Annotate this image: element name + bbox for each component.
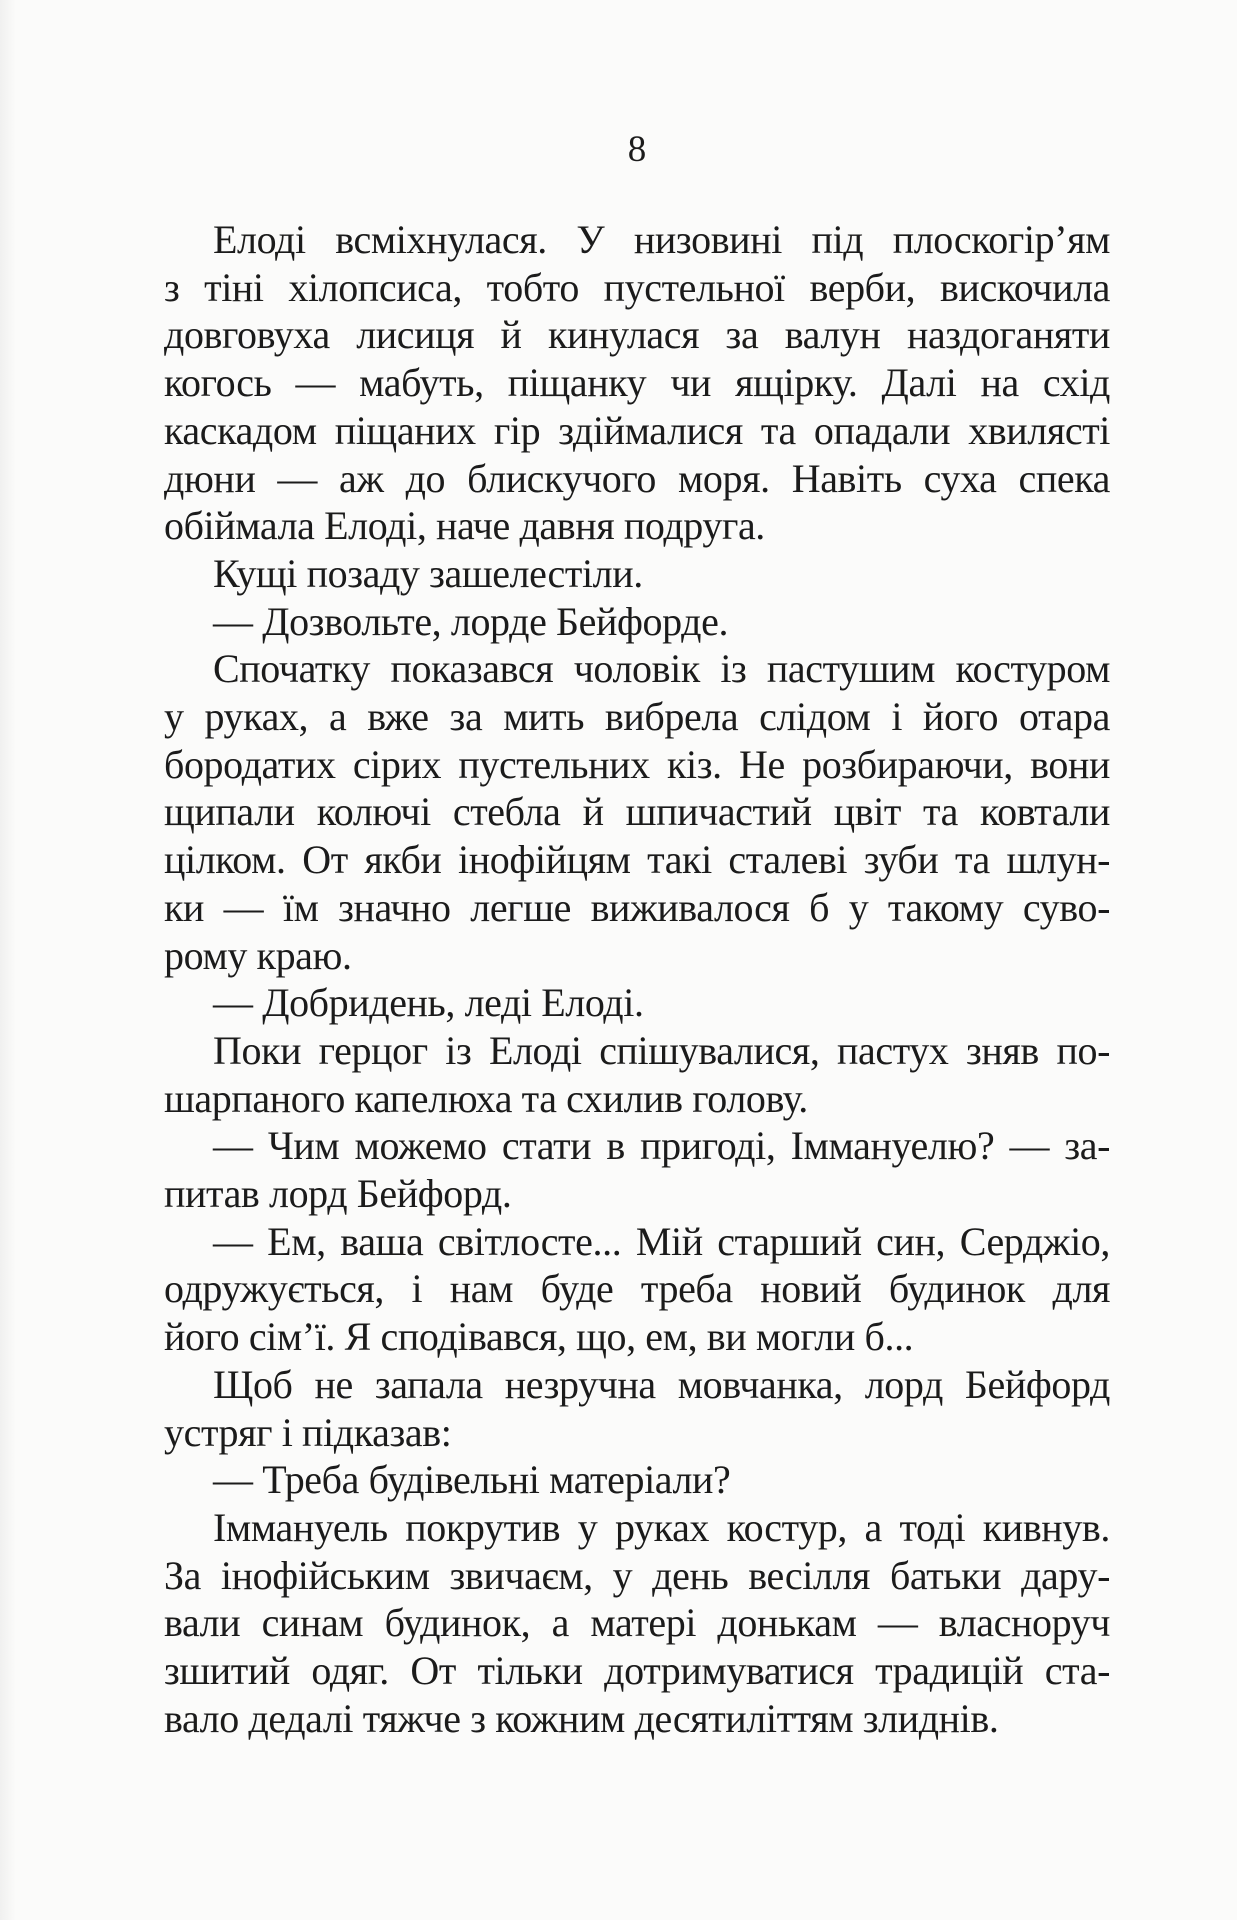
text-line: обіймала Елоді, наче давня подруга. (164, 503, 765, 549)
paragraph (164, 979, 1110, 1027)
paragraph (164, 1361, 1110, 1456)
text-line: Щоб не запала незручна мовчанка, лорд Бейфорд (213, 1361, 1110, 1407)
text-line: зшитий одяг. От тільки дотримуватися традицій ста- (164, 1648, 1110, 1694)
text-line: Поки герцог із Елоді спішувалися, пастух зняв по- (213, 1027, 1110, 1073)
paragraph (164, 216, 1110, 550)
text-line: каскадом піщаних гір здіймалися та опадали хвилясті (164, 407, 1110, 453)
text-line: ки — їм значно легше виживалося б у такому суво- (164, 884, 1110, 930)
paragraph (164, 1122, 1110, 1217)
text-line: з тіні хілопсиса, тобто пустельної верби, вискочила (164, 264, 1110, 310)
text-line: бородатих сірих пустельних кіз. Не розбираючи, вони (164, 741, 1110, 787)
text-line: За інофійським звичаєм, у день весілля батьки дару- (164, 1552, 1110, 1598)
paragraph (164, 550, 1110, 598)
text-line: його сім’ї. Я сподівався, що, ем, ви могли б... (164, 1314, 914, 1360)
text-line: — Треба будівельні матеріали? (213, 1457, 731, 1503)
paragraph (164, 645, 1110, 979)
text-line: у руках, а вже за мить вибрела слідом і його отара (164, 694, 1110, 740)
paragraph (164, 1504, 1110, 1743)
text-line: одружується, і нам буде треба новий будинок для (164, 1266, 1110, 1312)
page-text (164, 216, 1110, 1743)
text-line: устряг і підказав: (164, 1409, 452, 1455)
text-line: — Ем, ваша світлосте... Мій старший син, Серджіо, (213, 1218, 1110, 1264)
paragraph (164, 1456, 1110, 1504)
text-line: питав лорд Бейфорд. (164, 1171, 512, 1217)
text-line: дюни — аж до блискучого моря. Навіть суха спека (164, 455, 1110, 501)
text-line: шарпаного капелюха та схилив голову. (164, 1075, 808, 1121)
text-line: довговуха лисиця й кинулася за валун наздоганяти (164, 312, 1110, 358)
paragraph (164, 1218, 1110, 1361)
text-line: Кущі позаду зашелестіли. (213, 550, 643, 596)
paragraph (164, 598, 1110, 646)
text-line: щипали колючі стебла й шпичастий цвіт та ковтали (164, 789, 1110, 835)
text-line: вали синам будинок, а матері донькам — власноруч (164, 1600, 1110, 1646)
text-line: Іммануель покрутив у руках костур, а тоді кивнув. (213, 1504, 1110, 1550)
text-line: Елоді всміхнулася. У низовині під плоскогір’ям (213, 217, 1110, 262)
paragraph (164, 1027, 1110, 1122)
text-line: — Добридень, леді Елоді. (213, 980, 644, 1026)
text-line: — Дозвольте, лорде Бейфорде. (213, 598, 729, 644)
text-line: вало дедалі тяжче з кожним десятиліттям злиднів. (164, 1695, 999, 1741)
text-line: цілком. От якби інофійцям такі сталеві зуби та шлун- (164, 837, 1110, 883)
text-line: Спочатку показався чоловік із пастушим костуром (213, 646, 1110, 692)
text-line: — Чим можемо стати в пригоді, Іммануелю? — за- (213, 1123, 1110, 1169)
text-line: рому краю. (164, 932, 352, 978)
text-line: когось — мабуть, піщанку чи ящірку. Далі на схід (164, 360, 1110, 406)
page-number: 8 (627, 129, 647, 170)
